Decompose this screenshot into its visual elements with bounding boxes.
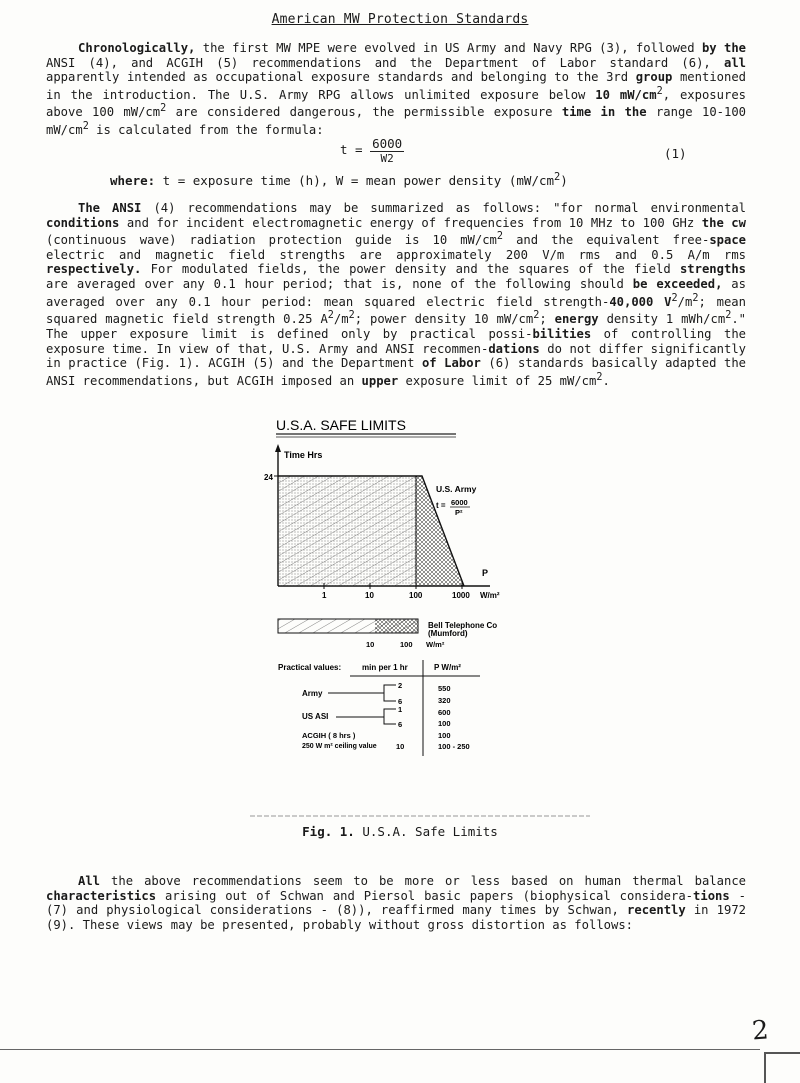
x-tick-10: 10 (365, 591, 374, 600)
scan-corner-mark (764, 1052, 800, 1083)
formula-fraction: $\frac{6000}{W2}$ (372, 136, 403, 165)
army-formula-den: P² (455, 508, 463, 517)
row-asi-p-2: 100 (438, 719, 451, 728)
bell-sublabel: (Mumford) (428, 629, 468, 638)
row-acgih-p: 100 (438, 731, 451, 740)
asi-bracket (384, 709, 396, 724)
row-ceiling-min: 10 (396, 742, 405, 751)
bell-bar-cross (375, 619, 418, 633)
exposure-formula: t = $\frac{6000}{W2}$ (340, 136, 403, 165)
page-number: 2 (750, 1015, 770, 1047)
row-ceiling-name-text: 250 W m² ceiling value (302, 743, 377, 750)
row-ceiling-p: 100 - 250 (438, 742, 470, 751)
y-axis-label: Time Hrs (284, 450, 323, 460)
page-title: American MW Protection Standards (271, 12, 529, 27)
x-tick-100: 100 (409, 591, 423, 600)
figure-caption: Fig. 1. U.S.A. Safe Limits (302, 824, 498, 839)
row-asi-name: US ASI (302, 712, 329, 721)
x-axis-letter: P (482, 568, 489, 578)
scan-artifact-line (0, 1049, 760, 1050)
safe-limits-figure (240, 408, 600, 818)
x-tick-1: 1 (322, 591, 327, 600)
army-formula-lhs: t = (436, 501, 446, 510)
army-label: U.S. Army (436, 484, 477, 494)
bell-tick-100: 100 (400, 640, 413, 649)
row-asi-min-1: 1 (398, 705, 403, 714)
y-axis-arrow (275, 444, 281, 452)
col1-header: min per 1 hr (362, 663, 408, 672)
figure-heading: U.S.A. SAFE LIMITS (276, 417, 406, 433)
equation-number: (1) (664, 146, 687, 161)
row-army-min-2: 6 (398, 697, 403, 706)
army-bracket (384, 685, 396, 701)
paragraph-chronology: Chronologically, the first MW MPE were evolved in US Army and Navy RPG (3), followed by the ANSI (4), and ACGIH (5) recommendations and the Department of Labor standard (6), all apparently intended as occupational exposure standards and belonging to the 3rd group mentioned in the introduction. The U.S. Army RPG allows unlimited exposure below 10 $mW/cm^2$, exposures above 100 $mW/cm^2$ are considered dangerous, the permissible exposure time in the range 10-100 $mW/cm^2$ is calculated from the formula: (46, 41, 747, 138)
row-army-p-2: 320 (438, 696, 451, 705)
x-tick-1000: 1000 (452, 591, 470, 600)
bell-tick-10: 10 (366, 640, 375, 649)
col2-header: P W/m² (434, 663, 461, 672)
practical-label: Practical values: (278, 663, 342, 672)
army-formula-num: 6000 (451, 498, 468, 507)
row-army-name: Army (302, 689, 323, 698)
bell-unit: W/m² (426, 640, 445, 649)
x-axis-unit: W/m² (480, 591, 500, 600)
row-ceiling-name (302, 743, 377, 750)
row-asi-p-1: 600 (438, 708, 451, 717)
row-acgih-name: ACGIH ( 8 hrs ) (302, 731, 356, 740)
row-army-p-1: 550 (438, 684, 451, 693)
formula-definitions: where: t = exposure time (h), W = mean power density $(mW/cm^2)$ (110, 171, 568, 189)
paragraph-ansi: The ANSI (4) recommendations may be summarized as follows: "for normal environmental conditions and for incident electromagnetic energy of frequencies from 10 MHz to 100 GHz the cw (continuous wave) radiation protection guide is 10 $mW/cm^2$ and the equivalent free-space electric and magnetic field strengths are approximately 200 V/m rms and 0.5 A/m rms respectively. For modulated fields, the power density and the squares of the field strengths are averaged over any 0.1 hour period; that is, none of the following should be exceeded, as averaged over any 0.1 hour period: mean squared electric field strength-40,000 $V^2/m^2$; mean squared magnetic field strength 0.25 $A^2/m^2$; power density 10 $mW/cm^2$; energy density 1 mWh/$cm^2$." The upper exposure limit is defined only by practical possi-bilities of controlling the exposure time. In view of that, U.S. Army and ANSI recommen-dations do not differ significantly in practice (Fig. 1). ACGIH (5) and the Department of Labor (6) standards basically adapted the ANSI recommendations, but ACGIH imposed an upper exposure limit of 25 $mW/cm^2$. (46, 201, 747, 388)
paragraph-thermal-balance: All the above recommendations seem to be more or less based on human thermal balance characteristics arising out of Schwan and Piersol basic papers (biophysical considera-tions - (7) and physiological considerations - (8)), reaffirmed many times by Schwan, recently in 1972 (9). These views may be presented, probably without gross distortion as follows: (46, 874, 746, 932)
bell-label: Bell Telephone Co (428, 621, 498, 630)
y-tick-label: 24 (264, 473, 273, 482)
row-asi-min-2: 6 (398, 720, 403, 729)
unlimited-region-hatch (278, 476, 416, 586)
row-army-min-1: 2 (398, 681, 403, 690)
